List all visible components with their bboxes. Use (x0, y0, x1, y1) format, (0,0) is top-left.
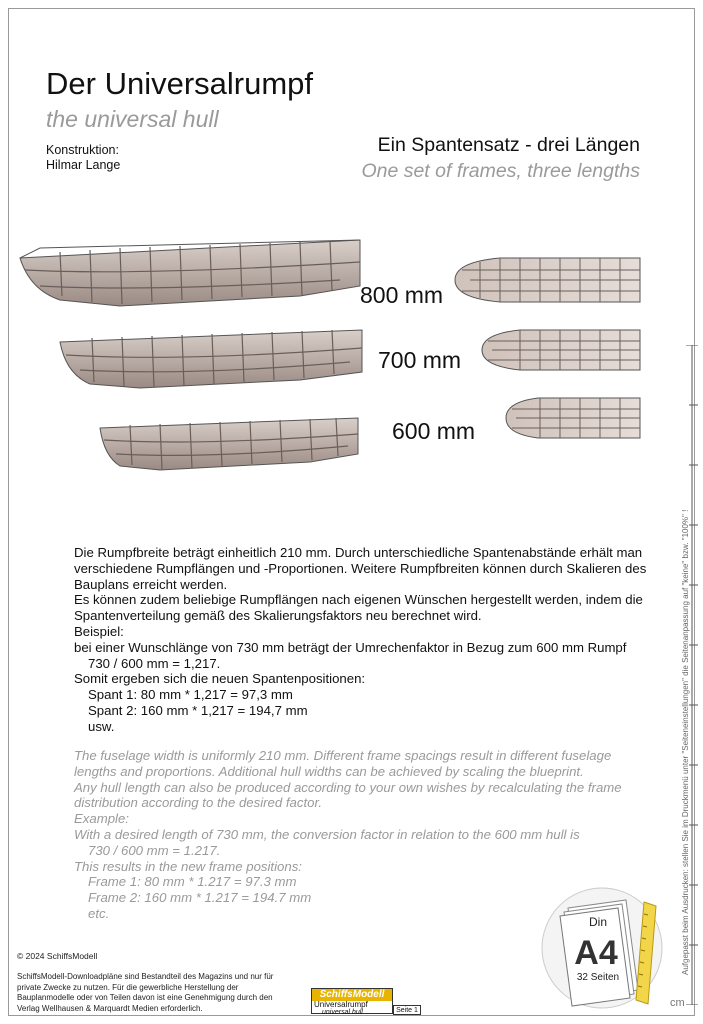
print-note: Aufgepasst beim Ausdrucken: stellen Sie im Druckmenü unter "Seiteneinstellungen" die Seitenanpassung auf "keine" bzw. "100%" ! (681, 509, 690, 975)
sets-heading-en: One set of frames, three lengths (361, 160, 640, 182)
length-label-800: 800 mm (360, 282, 444, 308)
brand-logo: SchiffsModell (312, 989, 392, 1001)
hull-top-800 (455, 258, 640, 302)
page-subtitle: the universal hull (46, 106, 219, 132)
hull-side-800 (20, 240, 360, 306)
page-title: Der Universalrumpf (46, 66, 314, 101)
text-line: Spant 1: 80 mm * 1,217 = 97,3 mm (88, 687, 293, 703)
badge-din: Din (588, 915, 608, 929)
text-line: verschiedene Rumpflängen und -Proportionen. Weitere Rumpfbreiten können durch Skalieren des (74, 560, 647, 576)
brand-title: Universalrumpf (314, 1000, 368, 1009)
text-line: Es können zudem beliebige Rumpflängen nach eigenen Wünschen hergestellt werden, indem die (74, 592, 643, 608)
text-line: Any hull length can also be produced according to your own wishes by recalculating the frame (74, 779, 622, 795)
brand-subtitle: universal hull (322, 1009, 363, 1016)
text-line: Bauplans erreicht werden. (74, 576, 228, 592)
hull-top-600 (506, 398, 640, 438)
text-line: Frame 2: 160 mm * 1.217 = 194.7 mm (88, 890, 312, 906)
hull-side-600 (100, 418, 358, 470)
text-line: lengths and proportions. Additional hull widths can be achieved by scaling the blueprint. (74, 763, 584, 779)
hull-top-700 (482, 330, 640, 370)
text-line: usw. (88, 718, 115, 734)
text-line: bei einer Wunschlänge von 730 mm beträgt der Umrechenfaktor in Bezug zum 600 mm Rumpf (74, 639, 627, 655)
brand-box (311, 988, 393, 1014)
text-line: Die Rumpfbreite beträgt einheitlich 210 mm. Durch unterschiedliche Spantenabstände erhält man (74, 545, 643, 560)
ruler-unit: cm (670, 997, 685, 1009)
length-label-700: 700 mm (378, 347, 462, 373)
badge-pages: 32 Seiten (576, 972, 620, 983)
a4-badge (540, 880, 668, 1015)
text-line: etc. (88, 905, 110, 921)
text-line: With a desired length of 730 mm, the conversion factor in relation to the 600 mm hull is (74, 826, 580, 842)
hull-side-700 (60, 330, 362, 388)
description-de (74, 545, 654, 735)
sets-heading-de: Ein Spantensatz - drei Längen (377, 134, 640, 156)
page-number: Seite 1 (393, 1005, 421, 1015)
text-line: Beispiel: (74, 623, 124, 639)
text-line: Spantenverteilung gemäß des Skalierungsfaktors neu berechnet wird. (74, 608, 482, 624)
length-label-600: 600 mm (392, 418, 476, 444)
text-line: 730 / 600 mm = 1,217. (88, 655, 221, 671)
construction-name: Hilmar Lange (46, 158, 121, 172)
text-line: 730 / 600 mm = 1.217. (88, 842, 221, 858)
legal-notice: SchiffsModell-Downloadpläne sind Bestandteil des Magazins und nur für private Zwecke zu nutzen. Für die gewerbliche Herstellung der Bauplanmodelle oder von Teilen davon ist eine Genehmigung durch den Verlag Wellhausen & Marquardt Medien erforderlich. (17, 972, 274, 1013)
text-line: Somit ergeben sich die neuen Spantenpositionen: (74, 671, 366, 687)
text-line: Spant 2: 160 mm * 1,217 = 194,7 mm (88, 702, 308, 718)
badge-format: A4 (574, 934, 618, 972)
text-line: distribution according to the desired factor. (74, 795, 323, 811)
copyright: © 2024 SchiffsModell (17, 951, 98, 961)
construction-label: Konstruktion: (46, 143, 119, 157)
text-line: Example: (74, 811, 129, 827)
text-line: This results in the new frame positions: (74, 858, 302, 874)
text-line: Frame 1: 80 mm * 1.217 = 97.3 mm (88, 874, 297, 890)
text-line: The fuselage width is uniformly 210 mm. Different frame spacings result in different fuselage (74, 748, 612, 763)
